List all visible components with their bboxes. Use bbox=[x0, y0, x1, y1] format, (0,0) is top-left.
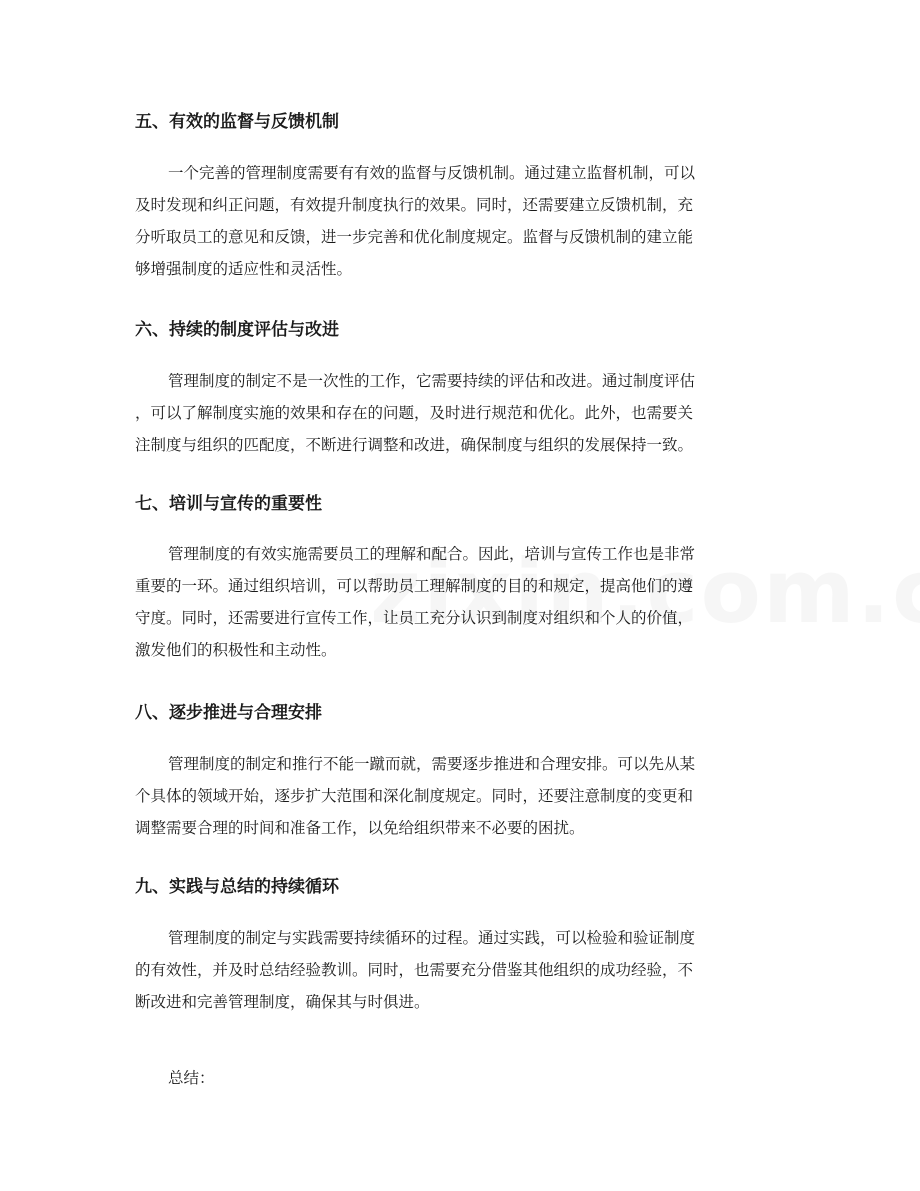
paragraph-line: 分听取员工的意见和反馈，进一步完善和优化制度规定。监督与反馈机制的建立能 bbox=[135, 228, 694, 246]
section-paragraph-7 bbox=[135, 538, 795, 666]
paragraph-line: 够增强制度的适应性和灵活性。 bbox=[135, 260, 353, 278]
section-heading-8: 八、逐步推进与合理安排 bbox=[135, 703, 322, 723]
section-heading-9: 九、实践与总结的持续循环 bbox=[135, 877, 339, 897]
paragraph-line: 激发他们的积极性和主动性。 bbox=[135, 641, 337, 659]
paragraph-line: 管理制度的有效实施需要员工的理解和配合。因此，培训与宣传工作也是非常 bbox=[168, 545, 696, 563]
paragraph-line: 守度。同时，还需要进行宣传工作，让员工充分认识到制度对组织和个人的价值， bbox=[135, 609, 694, 627]
paragraph-line: 管理制度的制定与实践需要持续循环的过程。通过实践，可以检验和验证制度 bbox=[168, 929, 696, 947]
summary-paragraph bbox=[135, 1062, 795, 1094]
paragraph-line: 调整需要合理的时间和准备工作，以免给组织带来不必要的困扰。 bbox=[135, 819, 585, 837]
section-heading-7: 七、培训与宣传的重要性 bbox=[135, 494, 322, 514]
section-paragraph-9 bbox=[135, 922, 795, 1018]
summary-label: 总结： bbox=[168, 1069, 215, 1087]
section-heading-5: 五、有效的监督与反馈机制 bbox=[135, 112, 339, 132]
paragraph-line: 注制度与组织的匹配度，不断进行调整和改进，确保制度与组织的发展保持一致。 bbox=[135, 436, 694, 454]
paragraph-line: 的有效性，并及时总结经验教训。同时，也需要充分借鉴其他组织的成功经验，不 bbox=[135, 961, 694, 979]
paragraph-line: 管理制度的制定不是一次性的工作，它需要持续的评估和改进。通过制度评估 bbox=[168, 372, 696, 390]
section-heading-6: 六、持续的制度评估与改进 bbox=[135, 320, 339, 340]
paragraph-line: 一个完善的管理制度需要有有效的监督与反馈机制。通过建立监督机制，可以 bbox=[168, 164, 696, 182]
paragraph-line: 管理制度的制定和推行不能一蹴而就，需要逐步推进和合理安排。可以先从某 bbox=[168, 755, 696, 773]
paragraph-line: 重要的一环。通过组织培训，可以帮助员工理解制度的目的和规定，提高他们的遵 bbox=[135, 577, 694, 595]
section-paragraph-6 bbox=[135, 365, 795, 461]
section-paragraph-5 bbox=[135, 157, 795, 285]
section-paragraph-8 bbox=[135, 748, 795, 844]
paragraph-line: 个具体的领域开始，逐步扩大范围和深化制度规定。同时，还要注意制度的变更和 bbox=[135, 787, 694, 805]
paragraph-line: ，可以了解制度实施的效果和存在的问题，及时进行规范和优化。此外，也需要关 bbox=[135, 404, 694, 422]
paragraph-line: 断改进和完善管理制度，确保其与时俱进。 bbox=[135, 993, 430, 1011]
paragraph-line: 及时发现和纠正问题，有效提升制度执行的效果。同时，还需要建立反馈机制，充 bbox=[135, 196, 694, 214]
